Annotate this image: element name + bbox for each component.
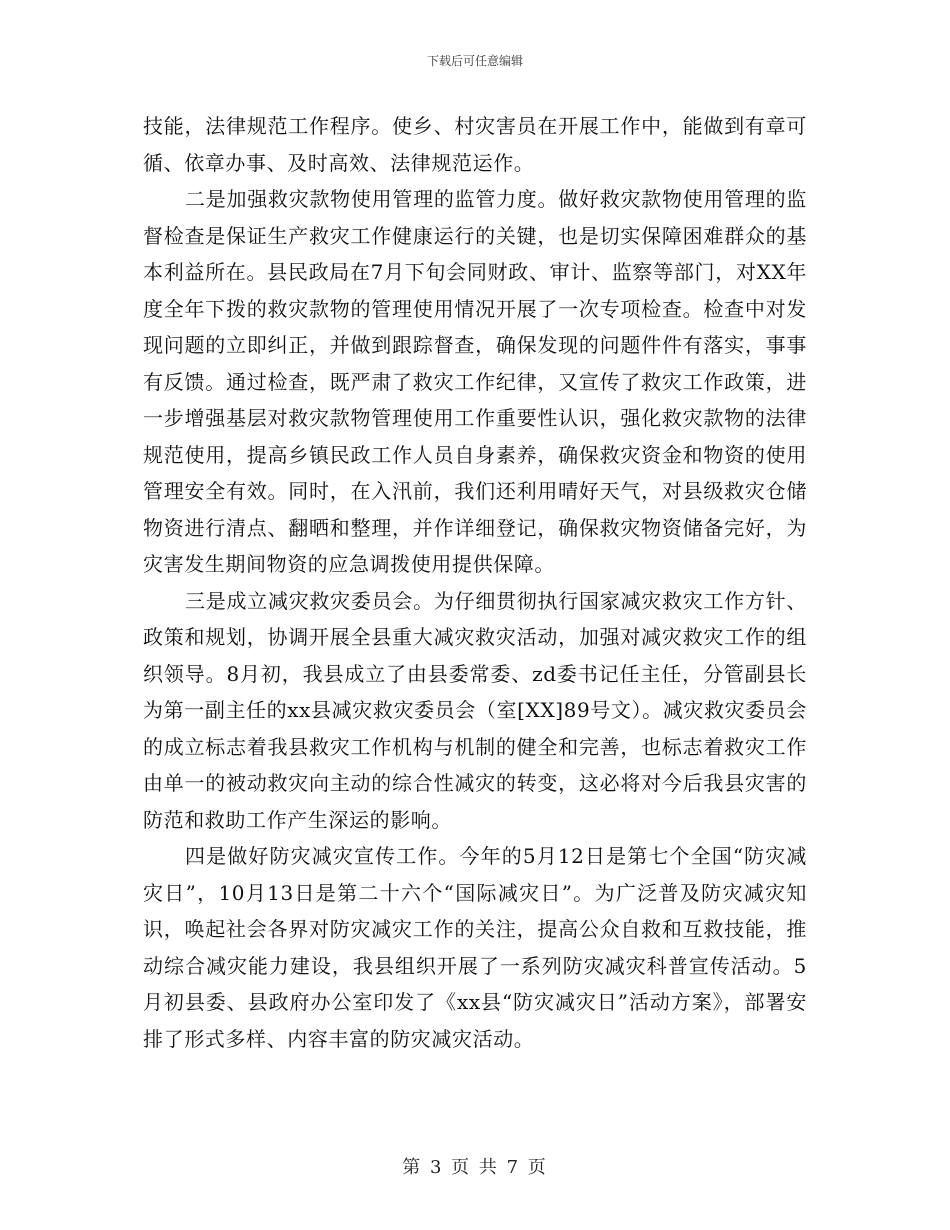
paragraph-relief-supervision: 二是加强救灾款物使用管理的监管力度。做好救灾款物使用管理的监督检查是保证生产救灾工作健康运行的关键，也是切实保障困难群众的基本利益所在。县民政局在7月下旬会同财政、审计、监察等部门，对XX年度全年下拨的救灾款物的管理使用情况开展了一次专项检查。检查中对发现问题的立即纠正，并做到跟踪督查，确保发现的问题件件有落实，事事有反馈。通过检查，既严肃了救灾工作纪律，又宣传了救灾工作政策，进一步增强基层对救灾款物管理使用工作重要性认识，强化救灾款物的法律规范使用，提高乡镇民政工作人员自身素养，确保救灾资金和物资的使用管理安全有效。同时，在入汛前，我们还利用晴好天气，对县级救灾仓储物资进行清点、翻晒和整理，并作详细登记，确保救灾物资储备完好，为灾害发生期间物资的应急调拨使用提供保障。 xyxy=(143,187,807,576)
paragraph-continuation: 技能，法律规范工作程序。使乡、村灾害员在开展工作中，能做到有章可循、依章办事、及时高效、法律规范运作。 xyxy=(143,114,807,175)
page-header: 下载后可任意编辑 xyxy=(426,54,523,68)
page-number: 第 3 页 共 7 页 xyxy=(402,1157,548,1178)
paragraph-disaster-committee: 三是成立减灾救灾委员会。为仔细贯彻执行国家减灾救灾工作方针、政策和规划，协调开展全县重大减灾救灾活动，加强对减灾救灾工作的组织领导。8月初，我县成立了由县委常委、zd委书记任主任，分管副县长为第一副主任的xx县减灾救灾委员会（室[XX]89号文）。减灾救灾委员会的成立标志着我县救灾工作机构与机制的健全和完善，也标志着救灾工作由单一的被动救灾向主动的综合性减灾的转变，这必将对今后我县灾害的防范和救助工作产生深运的影响。 xyxy=(143,588,807,832)
document-body xyxy=(143,108,807,1057)
paragraph-publicity-work: 四是做好防灾减灾宣传工作。今年的5月12日是第七个全国“防灾减灾日”，10月13日是第二十六个“国际减灾日”。为广泛普及防灾减灾知识，唤起社会各界对防灾减灾工作的关注，提高公众自救和互救技能，推动综合减灾能力建设，我县组织开展了一系列防灾减灾科普宣传活动。5月初县委、县政府办公室印发了《xx县“防灾减灾日”活动方案》，部署安排了形式多样、内容丰富的防灾减灾活动。 xyxy=(143,844,807,1051)
